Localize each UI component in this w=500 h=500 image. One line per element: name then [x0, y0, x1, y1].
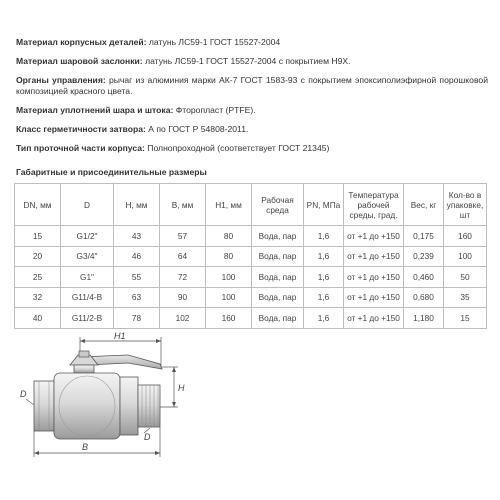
table-cell: G1"	[61, 267, 114, 288]
table-cell: 80	[206, 246, 252, 267]
property-value: рычаг из алюминия марки АК-7 ГОСТ 1583-93 с покрытием эпоксиполиэфирной порошковой композицией красного цвета.	[16, 75, 488, 96]
column-header: PN, МПа	[304, 184, 344, 226]
table-cell: 1,6	[304, 287, 344, 308]
table-cell: 55	[114, 267, 160, 288]
valve-body	[34, 373, 160, 439]
table-cell: 63	[114, 287, 160, 308]
table-cell: 40	[15, 308, 61, 329]
column-header: Рабочая среда	[252, 184, 304, 226]
table-cell: 100	[206, 287, 252, 308]
table-cell: Вода, пар	[252, 287, 304, 308]
b-label: B	[82, 442, 89, 452]
table-cell: 25	[15, 267, 61, 288]
table-cell: от +1 до +150	[344, 246, 404, 267]
table-cell: 57	[160, 226, 206, 247]
table-cell: G3/4"	[61, 246, 114, 267]
table-cell: 1,6	[304, 308, 344, 329]
d-label-right: D	[144, 432, 151, 442]
column-header: D	[61, 184, 114, 226]
property-body-material	[16, 37, 488, 48]
table-cell: 78	[114, 308, 160, 329]
property-label: Материал корпусных деталей:	[16, 37, 147, 47]
table-cell: 15	[444, 308, 487, 329]
table-cell: 1,6	[304, 226, 344, 247]
property-controls	[16, 75, 488, 97]
table-cell: 72	[160, 267, 206, 288]
property-label: Материал уплотнений шара и штока:	[16, 105, 174, 115]
table-cell: 1,6	[304, 267, 344, 288]
table-cell: 0,460	[404, 267, 444, 288]
table-row	[15, 246, 487, 267]
table-cell: G11/4-В	[61, 287, 114, 308]
table-cell: 1,6	[304, 246, 344, 267]
table-row	[15, 226, 487, 247]
table-cell: от +1 до +150	[344, 267, 404, 288]
table-cell: 160	[206, 308, 252, 329]
table-header-row	[15, 184, 487, 226]
d-label-left: D	[20, 389, 27, 399]
material-properties	[16, 37, 488, 162]
table-cell: 102	[160, 308, 206, 329]
column-header: Н1, мм	[206, 184, 252, 226]
table-cell: 0,175	[404, 226, 444, 247]
table-cell: 100	[444, 246, 487, 267]
column-header: DN, мм	[15, 184, 61, 226]
table-cell: 80	[206, 226, 252, 247]
ball-valve-drawing	[18, 325, 198, 490]
property-seal-material	[16, 105, 488, 116]
table-cell: Вода, пар	[252, 308, 304, 329]
table-cell: G1/2"	[61, 226, 114, 247]
dimensions-table	[14, 183, 487, 329]
property-label: Органы управления:	[16, 75, 106, 85]
property-value: латунь ЛС59-1 ГОСТ 15527-2004	[148, 37, 281, 47]
table-cell: 46	[114, 246, 160, 267]
h-label: H	[178, 383, 185, 393]
table-cell: 90	[160, 287, 206, 308]
table-cell: 64	[160, 246, 206, 267]
column-header: Н, мм	[114, 184, 160, 226]
column-header: В, мм	[160, 184, 206, 226]
property-label: Материал шаровой заслонки:	[16, 56, 143, 66]
table-cell: 0,239	[404, 246, 444, 267]
h-dimension	[160, 367, 185, 407]
property-label: Тип проточной части корпуса:	[16, 143, 145, 153]
table-cell: от +1 до +150	[344, 287, 404, 308]
table-cell: Вода, пар	[252, 246, 304, 267]
property-flow-type	[16, 143, 488, 154]
table-cell: от +1 до +150	[344, 226, 404, 247]
table-cell: Вода, пар	[252, 226, 304, 247]
column-header: Температура рабочей среды, град.	[344, 184, 404, 226]
table-cell: 50	[444, 267, 487, 288]
section-title: Габаритные и присоединительные размеры	[16, 167, 207, 177]
property-tightness-class	[16, 124, 488, 135]
property-value: А по ГОСТ Р 54808-2011.	[148, 124, 249, 134]
h1-label: H1	[114, 331, 126, 341]
column-header: Вес, кг	[404, 184, 444, 226]
table-cell: 0,680	[404, 287, 444, 308]
property-value: Полнопроходной (соответствует ГОСТ 21345)	[147, 143, 330, 153]
table-row	[15, 267, 487, 288]
table-cell: 32	[15, 287, 61, 308]
table-cell: G11/2-В	[61, 308, 114, 329]
table-cell: 15	[15, 226, 61, 247]
table-cell: 1,180	[404, 308, 444, 329]
column-header: Кол-во в упаковке, шт	[444, 184, 487, 226]
property-ball-material	[16, 56, 488, 67]
table-cell: 160	[444, 226, 487, 247]
table-cell: Вода, пар	[252, 267, 304, 288]
property-value: латунь ЛС59-1 ГОСТ 15527-2004 с покрытием Н9Х.	[145, 56, 351, 66]
table-cell: 100	[206, 267, 252, 288]
property-value: Фторопласт (PTFE).	[175, 105, 256, 115]
table-cell: 20	[15, 246, 61, 267]
table-cell: 35	[444, 287, 487, 308]
table-row	[15, 287, 487, 308]
table-cell: от +1 до +150	[344, 308, 404, 329]
property-label: Класс герметичности затвора:	[16, 124, 146, 134]
table-cell: 43	[114, 226, 160, 247]
